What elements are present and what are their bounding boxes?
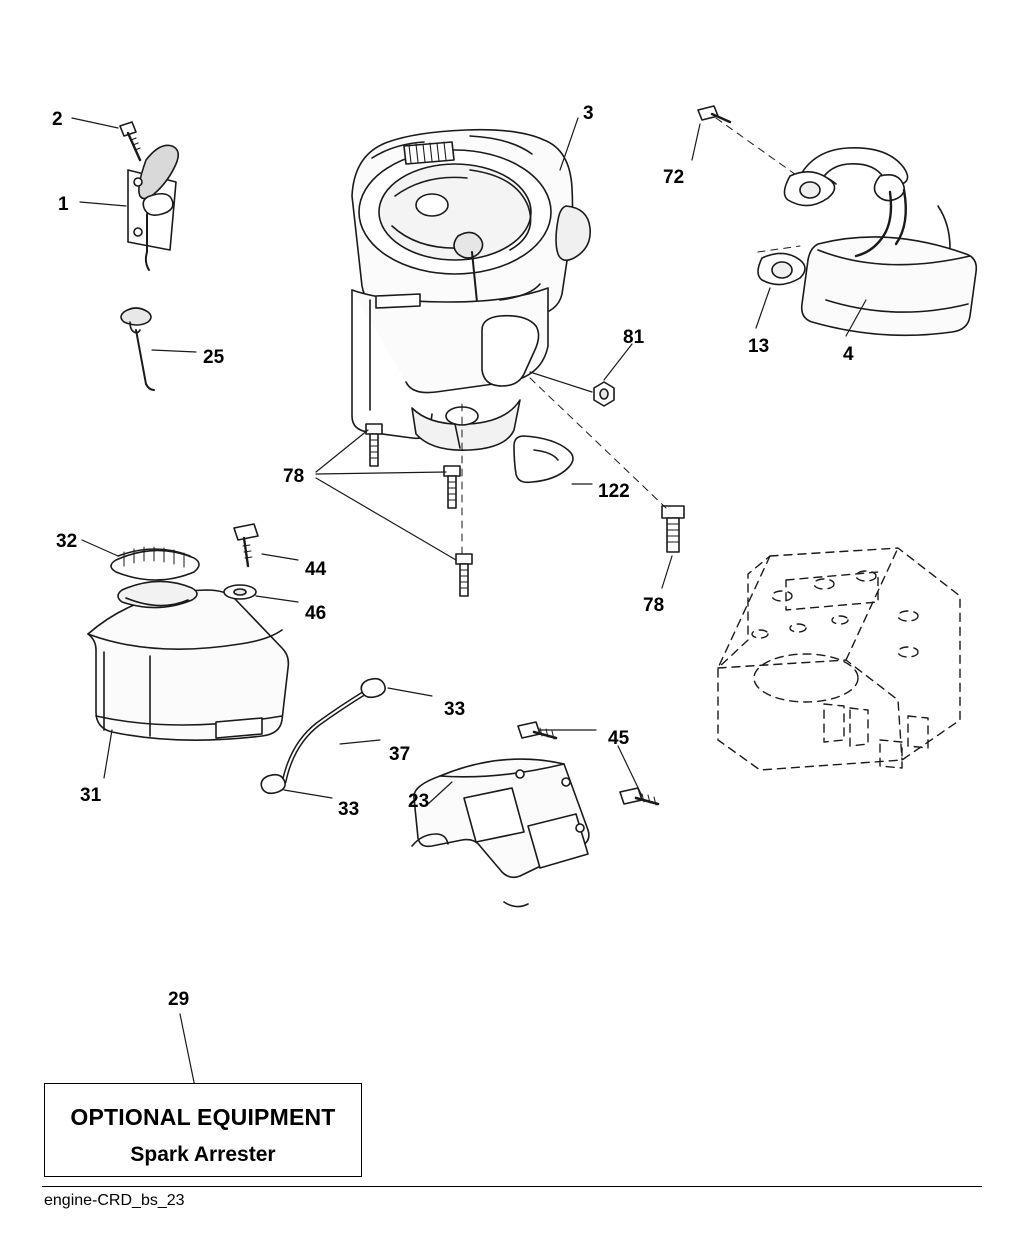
callout-13: 13	[748, 336, 770, 357]
exhaust-gasket-icon	[758, 253, 805, 284]
callout-122: 122	[598, 481, 630, 502]
engine-icon	[352, 130, 590, 450]
callout-3: 3	[583, 103, 594, 124]
callout-1: 1	[58, 194, 69, 215]
muffler-icon	[784, 148, 976, 336]
engine-shield-icon	[412, 759, 589, 906]
callout-78: 78	[283, 466, 305, 487]
callout-45: 45	[608, 728, 630, 749]
callout-25: 25	[203, 347, 225, 368]
drain-hose-clip-icon	[514, 436, 573, 482]
chassis-frame-icon	[718, 548, 960, 770]
screw-icon	[234, 524, 258, 566]
dipstick-icon	[121, 308, 154, 390]
callout-2: 2	[52, 109, 63, 130]
callout-31: 31	[80, 785, 102, 806]
muffler-screw-icon	[698, 106, 730, 122]
callout-37: 37	[389, 744, 411, 765]
callout-44: 44	[305, 559, 327, 580]
optional-equipment-box	[44, 1083, 362, 1177]
footer-divider	[42, 1186, 982, 1187]
optional-equipment-title: OPTIONAL EQUIPMENT	[70, 1104, 336, 1130]
callout-23: 23	[408, 791, 430, 812]
figure-id: engine-CRD_bs_23	[44, 1192, 185, 1209]
callout-33-lower: 33	[338, 799, 360, 820]
fuel-tank-icon	[88, 547, 288, 740]
washer-icon	[224, 585, 256, 599]
callout-4: 4	[843, 344, 854, 365]
engine-mount-bolt-icon-right	[662, 506, 684, 552]
nut-icon	[594, 382, 614, 406]
callout-81: 81	[623, 327, 645, 348]
callout-32: 32	[56, 531, 78, 552]
callout-78-right: 78	[643, 595, 665, 616]
callout-72: 72	[663, 167, 685, 188]
callout-29: 29	[168, 989, 190, 1010]
callout-33: 33	[444, 699, 466, 720]
callout-46: 46	[305, 603, 327, 624]
optional-equipment-subtitle: Spark Arrester	[130, 1143, 276, 1166]
throttle-control-icon	[120, 122, 178, 270]
